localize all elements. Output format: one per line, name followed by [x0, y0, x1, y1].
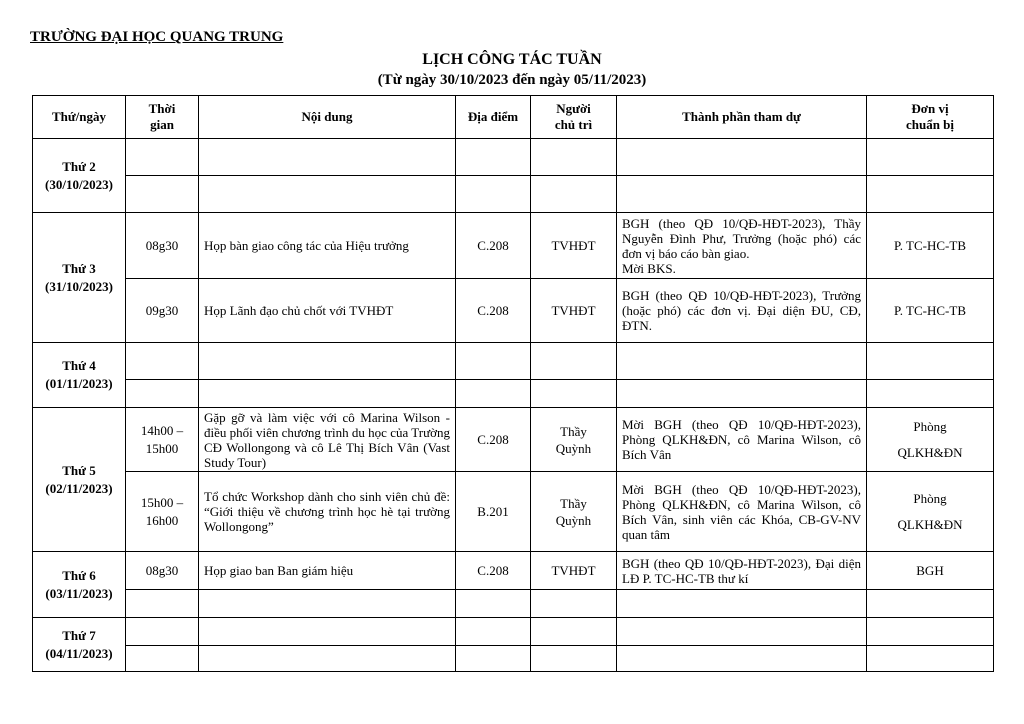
empty-cell — [199, 343, 456, 380]
day-cell — [33, 343, 126, 408]
day-name: Thứ 7 — [62, 627, 96, 643]
day-cell — [33, 139, 126, 213]
event-time: 09g30 — [126, 279, 199, 343]
event-unit-l2: QLKH&ĐN — [897, 516, 963, 532]
event-host-l2: Quỳnh — [555, 512, 592, 528]
empty-cell — [867, 176, 994, 213]
day-name: Thứ 3 — [62, 260, 96, 276]
day-name: Thứ 2 — [62, 158, 96, 174]
empty-cell — [531, 176, 617, 213]
event-unit: P. TC-HC-TB — [867, 213, 994, 279]
page-title: LỊCH CÔNG TÁC TUẦN — [422, 51, 602, 68]
empty-cell — [199, 176, 456, 213]
empty-cell — [617, 139, 867, 176]
table-row — [33, 343, 994, 380]
col-header-location: Địa điểm — [456, 96, 531, 139]
day-name: Thứ 4 — [62, 358, 96, 373]
event-content: Họp bàn giao công tác của Hiệu trưởng — [199, 213, 456, 279]
event-host-l1: Thầy — [560, 423, 587, 439]
event-content: Họp Lãnh đạo chủ chốt với TVHĐT — [199, 279, 456, 343]
col-header-unit-l2: chuẩn bị — [905, 117, 955, 132]
event-location: C.208 — [456, 279, 531, 343]
day-date: (04/11/2023) — [45, 645, 113, 661]
date-range-subtitle: (Từ ngày 30/10/2023 đến ngày 05/11/2023) — [377, 72, 647, 88]
event-participants: Mời BGH (theo QĐ 10/QĐ-HĐT-2023), Phòng QLKH&ĐN, cô Marina Wilson, cô Bích Vân — [617, 408, 867, 472]
empty-cell — [456, 380, 531, 408]
table-row — [33, 472, 994, 552]
header-row — [33, 96, 994, 139]
event-unit — [867, 472, 994, 552]
table-row — [33, 408, 994, 472]
col-header-host-l1: Người — [556, 101, 591, 116]
day-date: (03/11/2023) — [45, 585, 113, 601]
day-date: (01/11/2023) — [45, 376, 113, 391]
event-unit: BGH — [867, 552, 994, 590]
table-row — [33, 618, 994, 646]
table-row — [33, 176, 994, 213]
participants-text: BGH (theo QĐ 10/QĐ-HĐT-2023), Thầy Nguyễn Đình Phư, Trưởng (hoặc phó) các đơn vị báo cáo bàn giao. — [622, 215, 861, 261]
event-unit-l1: Phòng — [913, 490, 947, 506]
event-content: Họp giao ban Ban giám hiệu — [199, 552, 456, 590]
empty-cell — [456, 590, 531, 618]
empty-cell — [199, 646, 456, 672]
event-time-start: 14h00 – — [140, 422, 184, 438]
event-location: B.201 — [456, 472, 531, 552]
col-header-host-l2: chủ trì — [554, 117, 593, 132]
empty-cell — [456, 176, 531, 213]
event-host-l1: Thầy — [560, 495, 587, 511]
event-participants: Mời BGH (theo QĐ 10/QĐ-HĐT-2023), Phòng QLKH&ĐN, cô Marina Wilson, cô Bích Vân, sinh viên các Khóa, CB-GV-NV quan tâm — [617, 472, 867, 552]
table-row — [33, 213, 994, 279]
empty-cell — [867, 380, 994, 408]
table-row — [33, 139, 994, 176]
event-time-start: 15h00 – — [140, 494, 184, 510]
event-participants: BGH (theo QĐ 10/QĐ-HĐT-2023), Đại diện LĐ P. TC-HC-TB thư kí — [617, 552, 867, 590]
event-time: 08g30 — [126, 552, 199, 590]
event-time: 08g30 — [126, 213, 199, 279]
empty-cell — [617, 343, 867, 380]
empty-cell — [617, 618, 867, 646]
day-date: (31/10/2023) — [45, 278, 113, 294]
day-date: (30/10/2023) — [45, 176, 113, 192]
col-header-time — [126, 96, 199, 139]
day-cell — [33, 552, 126, 618]
empty-cell — [531, 618, 617, 646]
empty-cell — [617, 380, 867, 408]
col-header-participants: Thành phần tham dự — [617, 96, 867, 139]
empty-cell — [199, 618, 456, 646]
day-date: (02/11/2023) — [45, 480, 113, 496]
table-row — [33, 590, 994, 618]
table-row — [33, 646, 994, 672]
empty-cell — [867, 343, 994, 380]
empty-cell — [531, 343, 617, 380]
event-unit-l1: Phòng — [913, 418, 947, 434]
event-host: TVHĐT — [531, 279, 617, 343]
table-row — [33, 380, 994, 408]
day-name: Thứ 6 — [62, 567, 96, 583]
empty-cell — [126, 618, 199, 646]
col-header-unit-l1: Đơn vị — [911, 101, 949, 116]
empty-cell — [199, 139, 456, 176]
empty-cell — [126, 646, 199, 672]
empty-cell — [456, 343, 531, 380]
col-header-host — [531, 96, 617, 139]
col-header-day: Thứ/ngày — [33, 96, 126, 139]
table-row — [33, 552, 994, 590]
table-row — [33, 279, 994, 343]
empty-cell — [456, 139, 531, 176]
weekly-schedule-table — [32, 95, 994, 672]
event-participants: BGH (theo QĐ 10/QĐ-HĐT-2023), Trưởng (hoặc phó) các đơn vị. Đại diện ĐU, CĐ, ĐTN. — [617, 279, 867, 343]
col-header-time-l1: Thời — [148, 101, 176, 116]
empty-cell — [456, 618, 531, 646]
event-location: C.208 — [456, 552, 531, 590]
event-location: C.208 — [456, 408, 531, 472]
empty-cell — [456, 646, 531, 672]
empty-cell — [617, 176, 867, 213]
empty-cell — [867, 590, 994, 618]
event-unit: P. TC-HC-TB — [867, 279, 994, 343]
empty-cell — [867, 618, 994, 646]
event-host: TVHĐT — [531, 213, 617, 279]
empty-cell — [531, 590, 617, 618]
organization-name: TRƯỜNG ĐẠI HỌC QUANG TRUNG — [30, 29, 284, 45]
event-host-l2: Quỳnh — [555, 440, 592, 456]
empty-cell — [531, 139, 617, 176]
empty-cell — [531, 646, 617, 672]
day-cell — [33, 408, 126, 552]
col-header-content: Nội dung — [199, 96, 456, 139]
empty-cell — [126, 380, 199, 408]
empty-cell — [867, 646, 994, 672]
event-participants — [617, 213, 867, 279]
event-time — [126, 408, 199, 472]
event-unit — [867, 408, 994, 472]
event-unit-l2: QLKH&ĐN — [897, 444, 963, 460]
col-header-unit — [867, 96, 994, 139]
event-time-end: 15h00 — [145, 440, 179, 456]
day-cell — [33, 213, 126, 343]
empty-cell — [617, 646, 867, 672]
event-time — [126, 472, 199, 552]
event-content: Gặp gỡ và làm việc với cô Marina Wilson - điều phối viên chương trình du học của Trường CĐ Wollongong và cô Lê Thị Bích Vân (Vast Study Tour) — [199, 408, 456, 472]
empty-cell — [867, 139, 994, 176]
empty-cell — [126, 139, 199, 176]
event-content: Tổ chức Workshop dành cho sinh viên chủ đề: “Giới thiệu về chương trình học hè tại trường Wollongong” — [199, 472, 456, 552]
event-time-end: 16h00 — [145, 512, 179, 528]
empty-cell — [199, 380, 456, 408]
event-location: C.208 — [456, 213, 531, 279]
empty-cell — [199, 590, 456, 618]
empty-cell — [126, 176, 199, 213]
col-header-time-l2: gian — [150, 117, 174, 132]
empty-cell — [531, 380, 617, 408]
participants-extra: Mời BKS. — [622, 260, 676, 276]
day-name: Thứ 5 — [62, 462, 96, 478]
empty-cell — [126, 343, 199, 380]
event-host — [531, 472, 617, 552]
empty-cell — [617, 590, 867, 618]
event-host — [531, 408, 617, 472]
day-cell — [33, 618, 126, 672]
event-host: TVHĐT — [531, 552, 617, 590]
empty-cell — [126, 590, 199, 618]
